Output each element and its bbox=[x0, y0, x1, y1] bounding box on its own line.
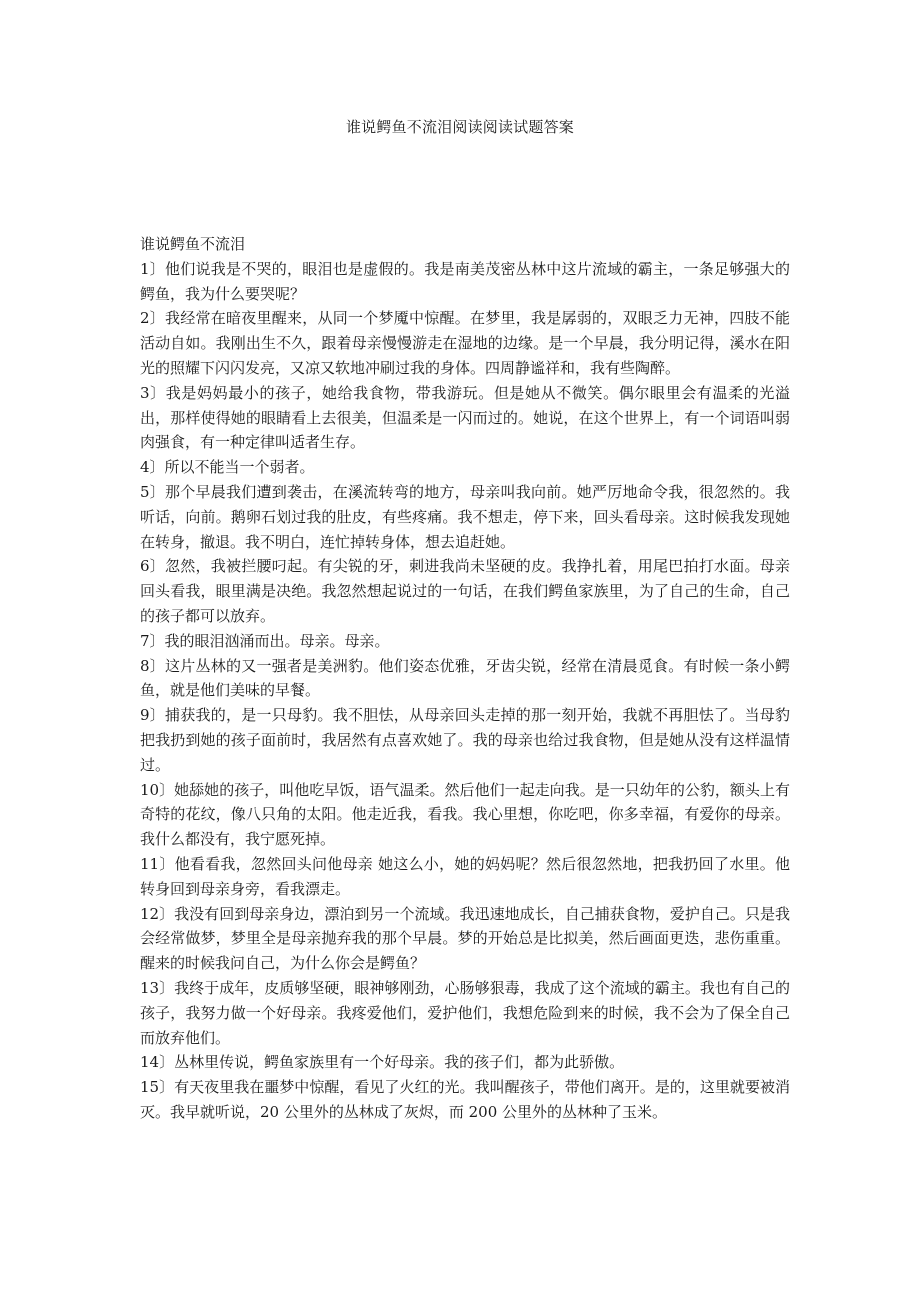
paragraph-1: 1〕他们说我是不哭的，眼泪也是虚假的。我是南美茂密丛林中这片流域的霸主，一条足够强大的鳄鱼，我为什么要哭呢？ bbox=[140, 259, 790, 303]
paragraph-14: 14〕丛林里传说，鳄鱼家族里有一个好母亲。我的孩子们，都为此骄傲。 bbox=[140, 1053, 625, 1072]
paragraph-2: 2〕我经常在暗夜里醒来，从同一个梦魇中惊醒。在梦里，我是孱弱的，双眼乏力无神，四肢不能活动自如。我刚出生不久，跟着母亲慢慢游走在湿地的边缘。是一个早晨，我分明记得，溪水在阳光的照耀下闪闪发亮，又凉又软地冲刷过我的身体。四周静谧祥和，我有些陶醉。 bbox=[140, 309, 790, 377]
paragraph-7: 7〕我的眼泪汹涌而出。母亲。母亲。 bbox=[140, 631, 390, 650]
paragraph-3: 3〕我是妈妈最小的孩子，她给我食物，带我游玩。但是她从不微笑。偶尔眼里会有温柔的光溢出，那样使得她的眼睛看上去很美，但温柔是一闪而过的。她说，在这个世界上，有一个词语叫弱肉强食，有一种定律叫适者生存。 bbox=[140, 383, 790, 452]
paragraph-13: 13〕我终于成年，皮质够坚硬，眼神够刚劲，心肠够狠毒，我成了这个流域的霸主。我也有自己的孩子，我努力做一个好母亲。我疼爱他们，爱护他们，我想危险到来的时候，我不会为了保全自己而放弃他们。 bbox=[140, 978, 790, 1047]
paragraph-10: 10〕她舔她的孩子，叫他吃早饭，语气温柔。然后他们一起走向我。是一只幼年的公豹，额头上有奇特的花纹，像八只角的太阳。他走近我，看我。我心里想，你吃吧，你多幸福，有爱你的母亲。我什么都没有，我宁愿死掉。 bbox=[140, 780, 790, 849]
paragraph-6: 6〕忽然，我被拦腰叼起。有尖锐的牙，刺进我尚未坚硬的皮。我挣扎着，用尾巴拍打水面。母亲回头看我，眼里满是决绝。我忽然想起说过的一句话，在我们鳄鱼家族里，为了自己的生命，自己的孩子都可以放弃。 bbox=[140, 557, 790, 625]
document-title: 谁说鳄鱼不流泪阅读阅读试题答案 bbox=[345, 118, 574, 136]
paragraph-4: 4〕所以不能当一个弱者。 bbox=[140, 458, 315, 477]
paragraph-15: 15〕有天夜里我在噩梦中惊醒，看见了火红的光。我叫醒孩子，带他们离开。是的，这里就要被消灭。我早就听说，20 公里外的丛林成了灰烬，而 200 公里外的丛林种了玉米。 bbox=[140, 1078, 790, 1121]
paragraph-9: 9〕捕获我的，是一只母豹。我不胆怯，从母亲回头走掉的那一刻开始，我就不再胆怯了。当母豹把我扔到她的孩子面前时，我居然有点喜欢她了。我的母亲也给过我食物，但是她从没有这样温情过。 bbox=[140, 706, 790, 774]
document-body bbox=[140, 232, 790, 1125]
paragraph-8: 8〕这片丛林的又一强者是美洲豹。他们姿态优雅，牙齿尖锐，经常在清晨觅食。有时候一条小鳄鱼，就是他们美味的早餐。 bbox=[140, 656, 790, 700]
paragraph-12: 12〕我没有回到母亲身边，漂泊到另一个流域。我迅速地成长，自己捕获食物，爱护自己。只是我会经常做梦，梦里全是母亲抛弃我的那个早晨。梦的开始总是比拟美，然后画面更迭，悲伤重重。醒来的时候我问自己，为什么你会是鳄鱼？ bbox=[140, 904, 790, 973]
paragraph-5: 5〕那个早晨我们遭到袭击，在溪流转弯的地方，母亲叫我向前。她严厉地命令我，很忽然的。我听话，向前。鹅卵石划过我的肚皮，有些疼痛。我不想走，停下来，回头看母亲。这时候我发现她在转身，撤退。我不明白，连忙掉转身体，想去追赶她。 bbox=[140, 482, 790, 551]
section-heading: 谁说鳄鱼不流泪 bbox=[140, 235, 246, 253]
paragraph-11: 11〕他看看我，忽然回头问他母亲 她这么小，她的妈妈呢？然后很忽然地，把我扔回了水里。他转身回到母亲身旁，看我漂走。 bbox=[140, 854, 790, 898]
